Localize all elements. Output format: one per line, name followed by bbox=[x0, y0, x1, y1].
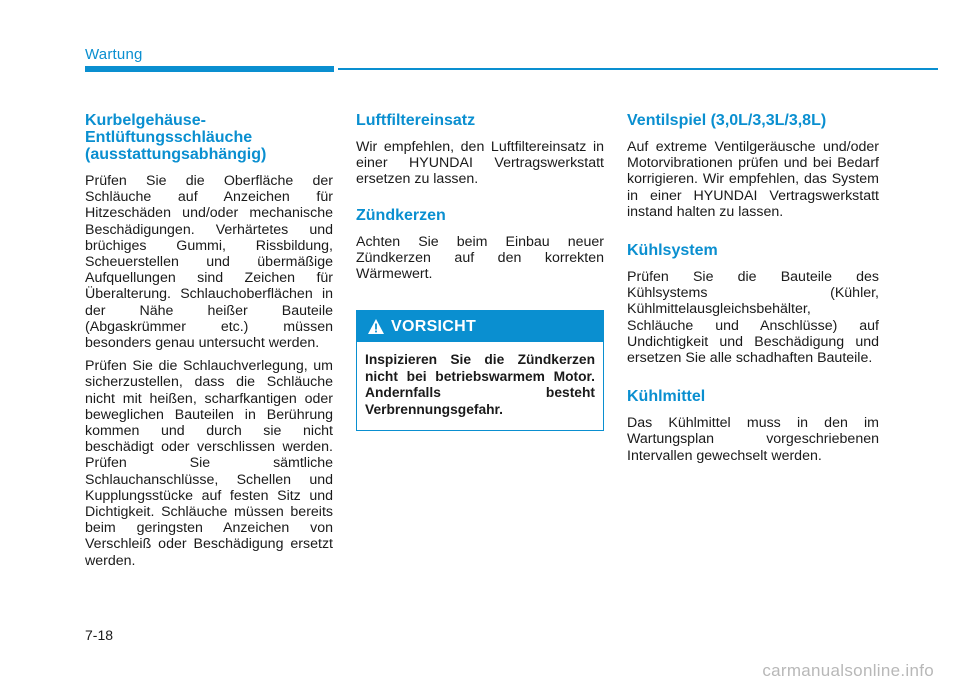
column-3 bbox=[627, 112, 879, 471]
header-rule-thick bbox=[85, 66, 334, 72]
caution-box bbox=[356, 310, 604, 431]
warning-triangle-icon bbox=[367, 318, 385, 335]
paragraph-air-filter: Wir empfehlen, den Luftfiltereinsatz in einer HYUNDAI Vertragswerkstatt ersetzen zu lassen. bbox=[356, 139, 604, 188]
heading-spark-plugs: Zündkerzen bbox=[356, 206, 446, 224]
caution-title: VORSICHT bbox=[391, 317, 477, 335]
paragraph-cooling-system: Prüfen Sie die Bauteile des Kühlsystems (Kühler, Kühlmittelausgleichsbehälter, Schläuche und Anschlüsse) auf Undichtigkeit und Beschädigung und ersetzen Sie alle schadhaften Bauteile. bbox=[627, 269, 879, 367]
paragraph-coolant: Das Kühlmittel muss in den im Wartungsplan vorgeschriebenen Intervallen gewechselt werden. bbox=[627, 415, 879, 464]
heading-air-filter: Luftfiltereinsatz bbox=[356, 112, 476, 129]
paragraph-crankcase-2: Prüfen Sie die Schlauchverlegung, um sicherzustellen, dass die Schläuche nicht mit heißen, scharfkantigen oder beweglichen Bauteilen in Berührung kommen und durch sie nicht beschädigt oder verschlissen werden. Prüfen Sie sämtliche Schlauchanschlüsse, Schellen und Kupplungsstücke auf festen Sitz und Dichtigkeit. Schläuche müssen bereits beim geringsten Anzeichen von Verschleiß oder Beschädigung ersetzt werden. bbox=[85, 358, 333, 569]
caution-header bbox=[357, 311, 603, 342]
heading-coolant: Kühlmittel bbox=[627, 388, 706, 406]
paragraph-valve-clearance: Auf extreme Ventilgeräusche und/oder Motorvibrationen prüfen und bei Bedarf korrigieren. Wir empfehlen, das System in einer HYUNDAI Vertragswerkstatt instand halten zu lassen. bbox=[627, 139, 879, 220]
heading-cooling-system: Kühlsystem bbox=[627, 242, 718, 260]
paragraph-crankcase-1: Prüfen Sie die Oberfläche der Schläuche auf Anzeichen für Hitzeschäden und/oder mechanische Beschädigungen. Verhärtetes und brüchiges Gummi, Rissbildung, Scheuerstellen und übermäßige Aufquellungen sind Zeichen für Überalterung. Schlauchoberflächen in der Nähe heißer Bauteile (Abgaskrümmer etc.) müssen besonders genau untersucht werden. bbox=[85, 173, 333, 352]
section-label: Wartung bbox=[85, 46, 143, 63]
heading-valve-clearance: Ventilspiel (3,0L/3,3L/3,8L) bbox=[627, 112, 827, 129]
column-1 bbox=[85, 112, 333, 576]
column-2 bbox=[356, 112, 604, 431]
paragraph-spark-plugs: Achten Sie beim Einbau neuer Zündkerzen auf den korrekten Wärmewert. bbox=[356, 233, 604, 283]
watermark-text: carmanualsonline.info bbox=[762, 661, 934, 680]
header-rule-thin bbox=[338, 68, 938, 70]
caution-text: Inspizieren Sie die Zündkerzen nicht bei betriebswarmem Motor. Andernfalls besteht Verbrennungsgefahr. bbox=[365, 352, 595, 417]
page-number: 7-18 bbox=[85, 627, 114, 643]
heading-crankcase-hoses: Kurbelgehäuse-Entlüftungsschläuche (ausstattungsabhängig) bbox=[85, 112, 267, 163]
